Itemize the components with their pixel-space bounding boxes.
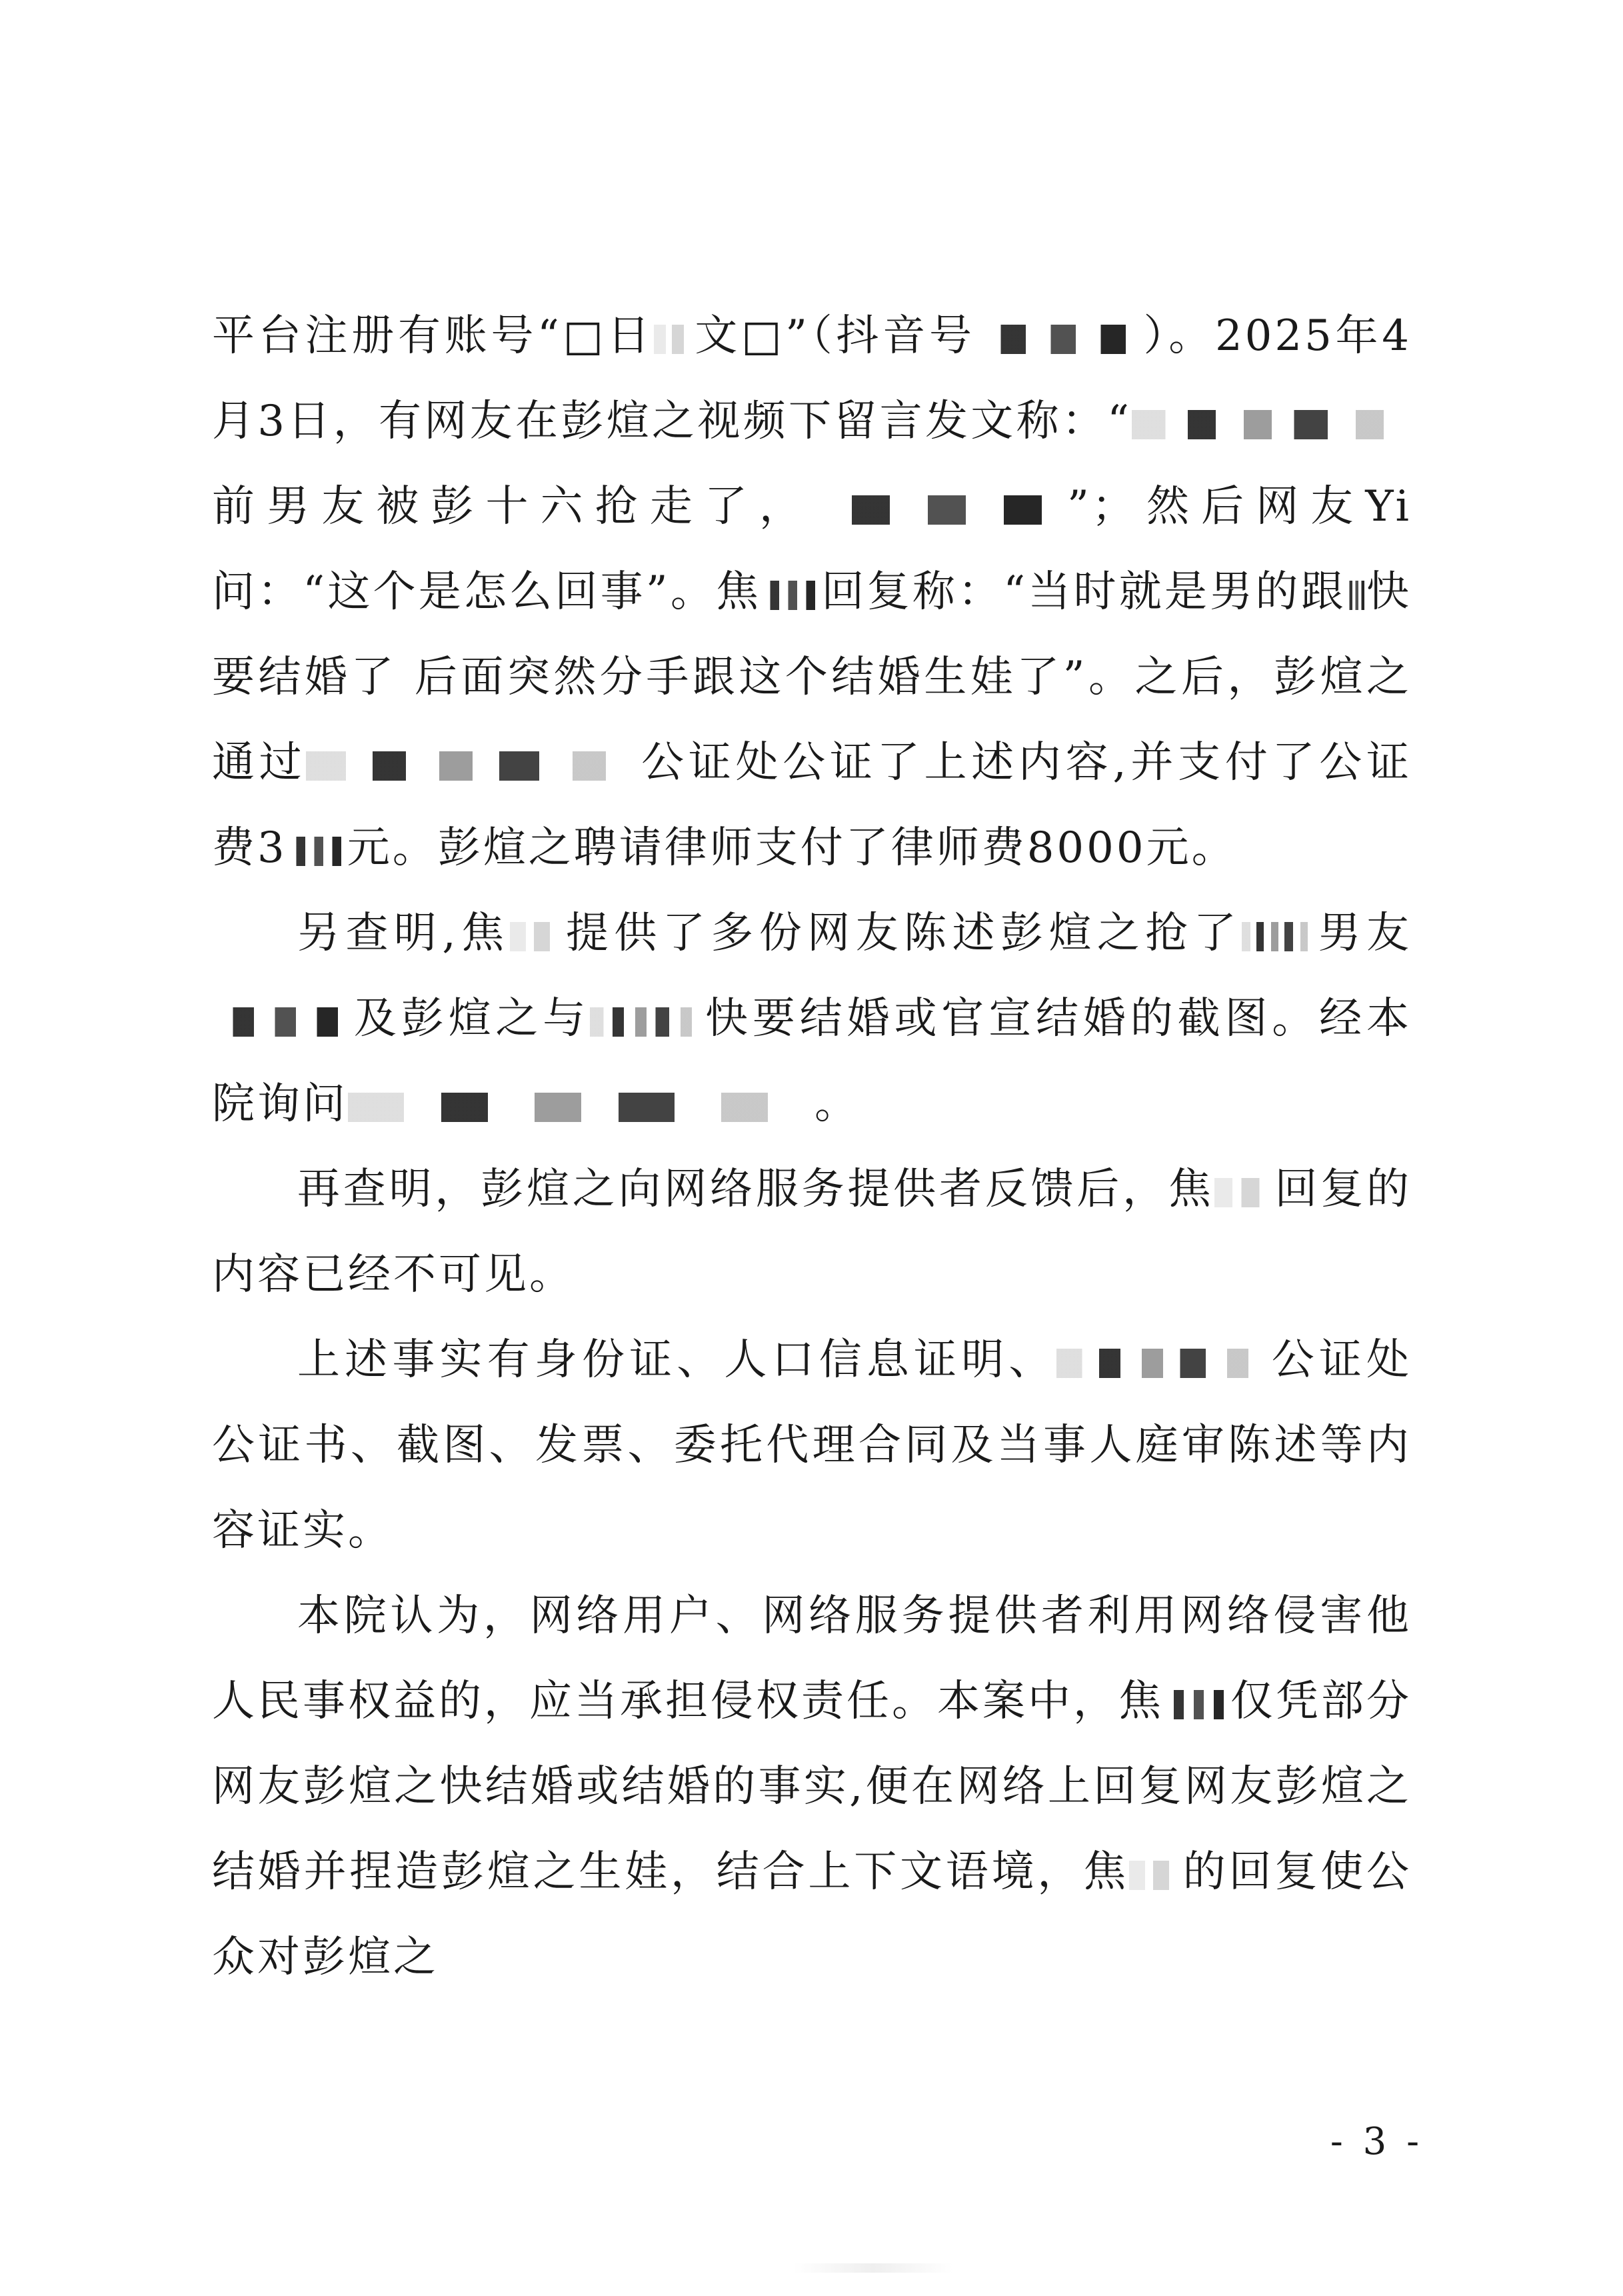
redaction-mosaic [1129, 1861, 1182, 1890]
text-segment: 快要结婚或官宣结婚的截图。经本院询问 [212, 994, 1412, 1129]
paragraph-2 [212, 891, 1412, 1147]
text-segment: 上述事实有身份证、人口信息证明、 [297, 1335, 1056, 1385]
text-segment: 再查明，彭煊之向网络服务提供者反馈后，焦 [297, 1165, 1214, 1214]
redaction-mosaic [590, 1007, 703, 1037]
text-segment: 回复称：“当时就是男的跟 [821, 567, 1346, 617]
text-segment: 仅凭部分网友彭煊之快结婚或结婚的事实,便在网络上回复网友彭煊之结婚并捏造彭煊之生娃，结合上下文语境，焦 [212, 1677, 1412, 1897]
redaction-mosaic [1132, 410, 1412, 439]
redaction-mosaic [1346, 581, 1366, 610]
page-number: - 3 - [1330, 2120, 1423, 2163]
text-segment: 快要结婚了 后面突然分手跟这个结婚生娃了”。之后，彭煊之通过 [212, 567, 1412, 787]
paragraph-4 [212, 1317, 1412, 1573]
redaction-mosaic [348, 1093, 814, 1122]
redaction-mosaic [654, 325, 694, 354]
text-segment: 元。彭煊之聘请律师支付了律师费8000元。 [347, 823, 1237, 873]
text-segment: 男友 [1315, 909, 1412, 958]
text-segment: 本院认为，网络用户、网络服务提供者利用网络侵害他人民事权益的，应当承担侵权责任。本案中，焦 [212, 1591, 1412, 1726]
redaction-mosaic [306, 751, 639, 781]
redaction-mosaic [212, 1007, 352, 1037]
judgment-body-text [212, 293, 1412, 2000]
redaction-mosaic [1214, 1178, 1274, 1207]
redaction-mosaic [814, 495, 1067, 525]
text-segment: 公证处公证书、截图、发票、委托代理合同及当事人庭审陈述等内容证实。 [212, 1335, 1412, 1555]
paragraph-5 [212, 1573, 1412, 2000]
redaction-mosaic [287, 837, 347, 866]
paragraph-1 [212, 293, 1412, 891]
text-segment: 平台注册有账号“□日 [212, 311, 654, 361]
text-segment: 文□”（抖音号 [693, 311, 976, 361]
text-segment: 及彭煊之与 [352, 994, 591, 1043]
text-segment: 另查明,焦 [297, 909, 510, 958]
text-segment: 回复的内容已经不可见。 [212, 1165, 1412, 1299]
text-segment: ）。2025年4月3日，有网友在彭煊之视频下留言发文称：“ [212, 311, 1412, 446]
redaction-mosaic [976, 325, 1142, 354]
redaction-mosaic [1242, 922, 1315, 951]
redaction-mosaic [1164, 1690, 1230, 1719]
text-segment: 公证处公证了上述内容,并支付了公证费3 [212, 738, 1412, 873]
redaction-mosaic [510, 922, 563, 951]
text-segment: 前男友被彭十六抢走了， [212, 482, 814, 531]
text-segment: 。 [814, 1079, 860, 1129]
scan-smudge [793, 2263, 953, 2273]
paragraph-3 [212, 1147, 1412, 1317]
text-segment: ”；然后网友Yi问：“这个是怎么回事”。焦 [212, 482, 1412, 617]
text-segment: 的回复使公众对彭煊之 [212, 1847, 1412, 1982]
redaction-mosaic [761, 581, 821, 610]
redaction-mosaic [1056, 1349, 1270, 1378]
text-segment: 提供了多份网友陈述彭煊之抢了 [563, 909, 1242, 958]
